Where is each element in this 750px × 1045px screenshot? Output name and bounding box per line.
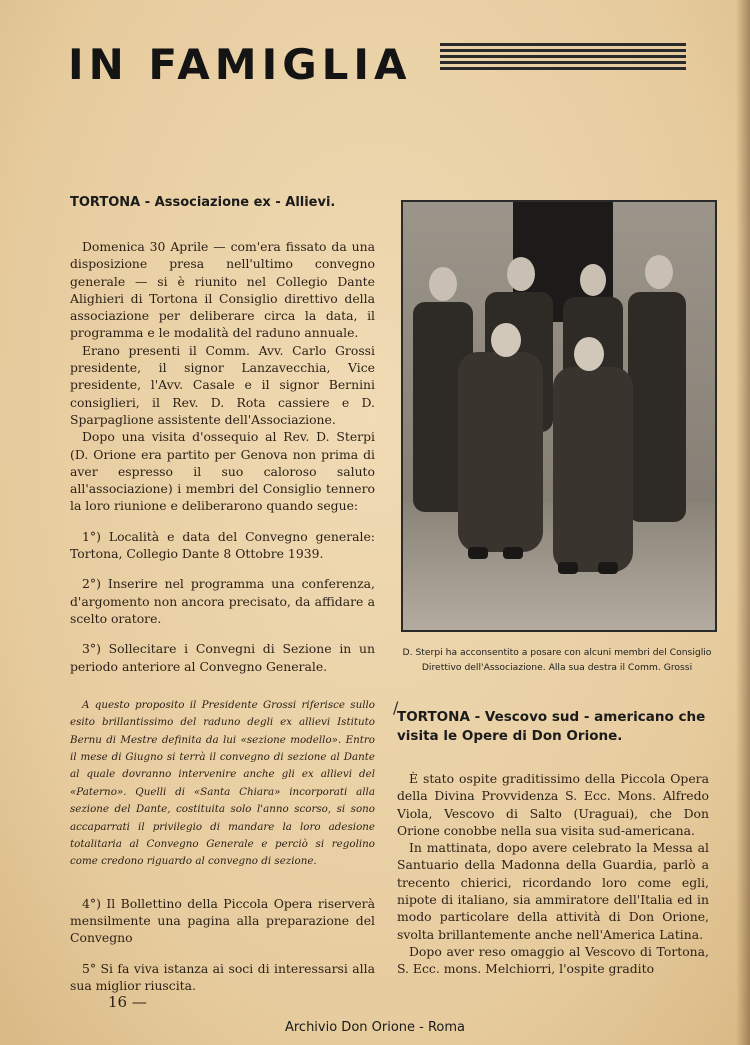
page-number: 16 — [108, 993, 147, 1011]
list-item: 3°) Sollecitare i Convegni di Sezione in un periodo anteriore al Convegno Generale. [70, 641, 375, 674]
photo-caption: D. Sterpi ha acconsentito a posare con alcuni membri del Consiglio Direttivo dell'Associazione. Alla sua destra il Comm. Grossi [402, 647, 712, 673]
archive-credit: Archivio Don Orione - Roma [284, 1020, 466, 1035]
list-item: 5° Si fa viva istanza ai soci di interessarsi alla sua miglior riuscita. [70, 960, 375, 994]
group-photo [401, 200, 717, 632]
article-body [397, 770, 709, 978]
paragraph: Dopo aver reso omaggio al Vescovo di Tortona, S. Ecc. mons. Melchiorri, l'ospite gradito [397, 943, 709, 977]
paragraph: In mattinata, dopo avere celebrato la Messa al Santuario della Madonna della Guardia, parlò a trecento chierici, ricordando loro come egli, nipote di italiano, sia ammiratore dell'Italia ed in modo particolare della attività di Don Orione, svolta brillantemente anche nell'America Latina. [397, 840, 709, 942]
paragraph: Erano presenti il Comm. Avv. Carlo Grossi presidente, il signor Lanzavecchia, Vice presidente, l'Avv. Casale e il signor Bernini consiglieri, il Rev. D. Rota cassiere e D. Sparpaglione assistente dell'Associazione. [70, 342, 375, 427]
paragraph: Domenica 30 Aprile — com'era fissato da una disposizione presa nell'ultimo convegno generale — si è riunito nel Collegio Dante Alighieri di Tortona il Consiglio direttivo della associazione per deliberare circa la data, il programma e le modalità del raduno annuale. [70, 239, 375, 341]
article-heading: TORTONA - Associazione ex - Allievi. [70, 195, 336, 210]
page-title: IN FAMIGLIA [68, 40, 412, 89]
list-item: 4°) Il Bollettino della Piccola Opera riserverà mensilmente una pagina alla preparazione del Convegno [70, 895, 375, 946]
article-vescovo [397, 708, 709, 978]
title-decorative-rules [440, 43, 686, 73]
president-note: A questo proposito il Presidente Grossi riferisce sullo esito brillantissimo del raduno degli ex allievi Istituto Bernu di Mestre definita da lui «sezione modello». Entro il mese di Giugno si terrà il convegno di sezione al Dante al quale dovranno intervenire anche gli ex allievi del «Paterno». Quelli di «Santa Chiara» incorporati alla sezione del Dante, costituita solo l'anno scorso, si sono accaparrati il privilegio di mandare la loro adesione totalitaria al Convegno Generale e perciò si regolino come credono riguardo al convegno di sezione. [70, 698, 375, 868]
group-photo-image [403, 202, 715, 630]
paragraph: Dopo una visita d'ossequio al Rev. D. Sterpi (D. Orione era partito per Genova non prima di aver espresso il suo caloroso saluto all'associazione) i membri del Consiglio tennero la loro riunione e deliberarono quando segue: [70, 429, 375, 514]
page-edge-shadow [736, 0, 750, 1045]
article-body-continued [70, 895, 375, 994]
handwritten-mark: / [393, 698, 399, 717]
article-heading: TORTONA - Vescovo sud - americano che visita le Opere di Don Orione. [397, 709, 706, 744]
list-item: 2°) Inserire nel programma una conferenza, d'argomento non ancora precisato, da affidare a scelto oratore. [70, 576, 375, 626]
article-body [70, 238, 375, 675]
list-item: 1°) Località e data del Convegno generale: Tortona, Collegio Dante 8 Ottobre 1939. [70, 528, 375, 562]
paragraph: È stato ospite graditissimo della Piccola Opera della Divina Provvidenza S. Ecc. Mons. Alfredo Viola, Vescovo di Salto (Uraguai), che Don Orione conobbe nella sua visita sud-americana. [397, 771, 709, 838]
article-ex-allievi [70, 195, 375, 994]
